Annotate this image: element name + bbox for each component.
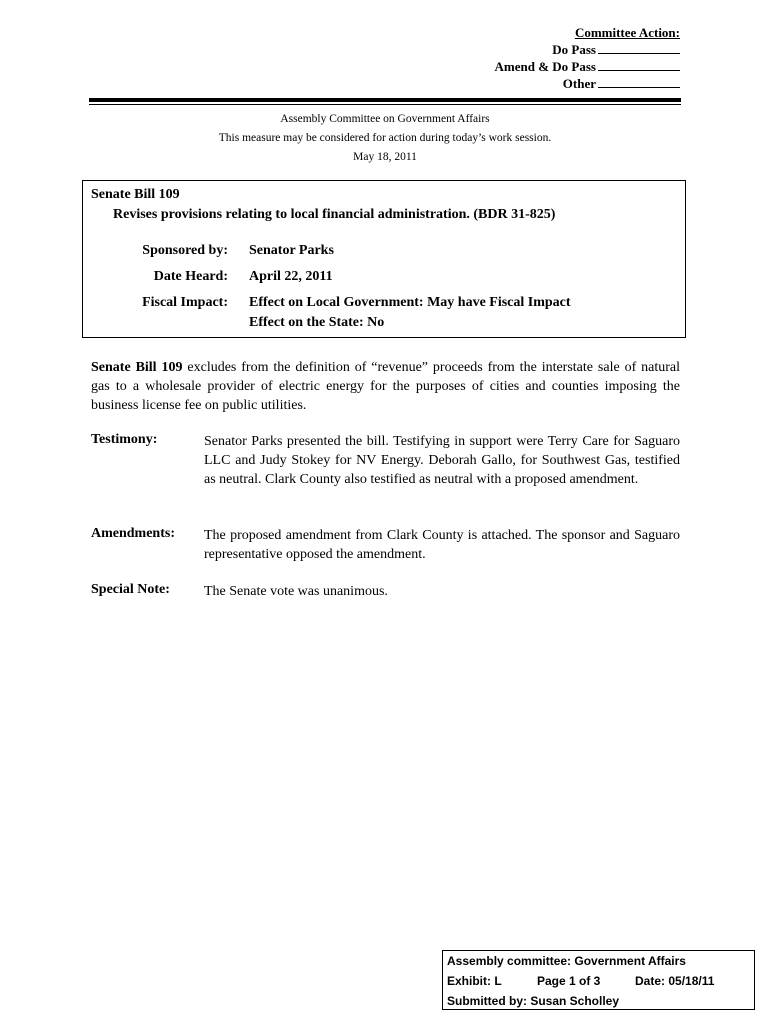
fiscal-impact-local: Effect on Local Government: May have Fiscal Impact	[249, 295, 571, 310]
committee-action-block	[495, 24, 680, 92]
session-date: May 18, 2011	[353, 151, 417, 163]
document-header	[89, 110, 681, 167]
action-row-do-pass	[495, 41, 680, 58]
header-divider-thin	[89, 104, 681, 105]
bill-number: Senate Bill 109	[91, 187, 180, 202]
exhibit-letter: Exhibit: L	[447, 974, 502, 988]
action-option-label: Other	[562, 76, 596, 91]
testimony-label: Testimony:	[91, 432, 158, 447]
action-option-label: Do Pass	[552, 42, 596, 57]
header-divider-thick	[89, 98, 681, 102]
fiscal-impact-state: Effect on the State: No	[249, 315, 385, 330]
amendments-text: The proposed amendment from Clark County is attached. The sponsor and Saguaro representative opposed the amendment.	[204, 528, 680, 562]
testimony-text: Senator Parks presented the bill. Testifying in support were Terry Care for Saguaro LLC and Judy Stokey for NV Energy. Deborah Gallo, for Southwest Gas, testified as neutral. Clark County also testified as neutral with a proposed amendment.	[204, 434, 680, 487]
exhibit-stamp	[442, 950, 755, 1010]
action-row-amend-do-pass	[495, 58, 680, 75]
fiscal-impact-label: Fiscal Impact:	[142, 295, 228, 310]
work-session-notice: This measure may be considered for action during today’s work session.	[218, 132, 552, 144]
action-option-label: Amend & Do Pass	[494, 59, 596, 74]
action-row-other	[495, 75, 680, 92]
exhibit-page: Page 1 of 3	[537, 974, 601, 988]
sponsored-by-value: Senator Parks	[249, 243, 334, 258]
bill-summary	[91, 358, 680, 415]
bill-info-box	[82, 180, 686, 338]
bill-title: Revises provisions relating to local financial administration. (BDR 31-825)	[113, 207, 556, 222]
special-note-label: Special Note:	[91, 582, 170, 597]
summary-bill-reference: Senate Bill 109	[91, 360, 183, 375]
exhibit-submitter: Submitted by: Susan Scholley	[447, 994, 620, 1008]
summary-text: excludes from the definition of “revenue” proceeds from the interstate sale of natural gas to a wholesale provider of electric energy for the purposes of cities and counties imposing the business license fee on public utilities.	[91, 360, 680, 413]
action-blank-line[interactable]	[598, 75, 680, 88]
committee-name: Assembly Committee on Government Affairs	[280, 113, 490, 125]
amendments-label: Amendments:	[91, 526, 175, 541]
action-blank-line[interactable]	[598, 58, 680, 71]
action-blank-line[interactable]	[598, 41, 680, 54]
date-heard-label: Date Heard:	[153, 269, 228, 284]
sponsored-by-label: Sponsored by:	[142, 243, 228, 258]
exhibit-details-row	[447, 971, 754, 991]
exhibit-date: Date: 05/18/11	[635, 974, 715, 988]
exhibit-committee: Assembly committee: Government Affairs	[447, 954, 686, 968]
committee-action-title: Committee Action:	[574, 25, 680, 40]
special-note-text: The Senate vote was unanimous.	[204, 584, 388, 599]
date-heard-value: April 22, 2011	[249, 269, 333, 284]
